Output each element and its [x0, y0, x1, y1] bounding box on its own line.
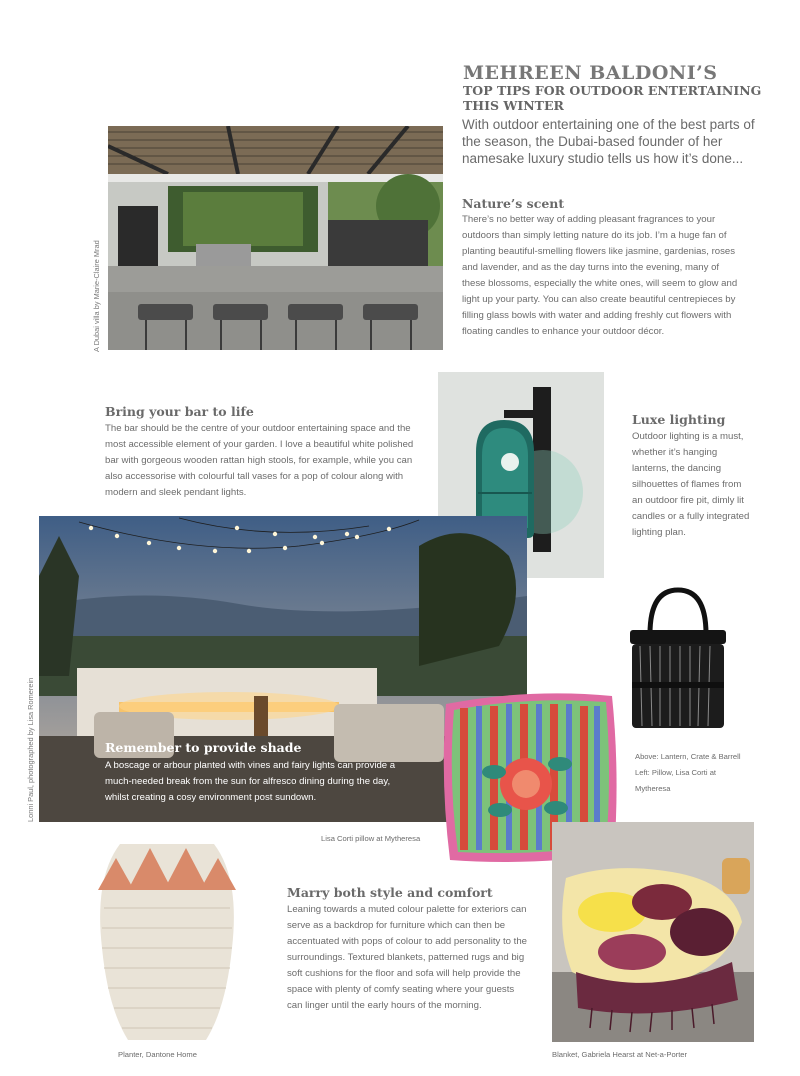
blanket-photo	[552, 822, 754, 1042]
lantern-caption: Above: Lantern, Crate & Barrell Left: Pillow, Lisa Corti at Mytheresa	[635, 752, 741, 793]
article-intro: With outdoor entertaining one of the best parts of the season, the Dubai-based founder of her namesake luxury studio tells us how it’s done...	[462, 117, 755, 166]
shade-body: A boscage or arbour planted with vines and fairy lights can provide a much-needed break from the sun for alfresco dining during the day, whilst creating a cosy environment post sundown.	[105, 760, 396, 803]
lighting-title: Luxe lighting	[632, 412, 726, 427]
natures-scent-body: There’s no better way of adding pleasant fragrances to your outdoors than simply letting nature do its job. I’m a huge fan of planting beautiful-smelling flowers like jasmine, gardenias, roses and lavender, and as the day turns into the evening, many of these blossoms, especially the white ones, will seem to glow and light up your party. You can also create beautiful centrepieces by filling glass bowls with water and adding freshly cut flowers with floating candles to enhance your outdoor décor.	[462, 214, 738, 337]
shade-title: Remember to provide shade	[105, 740, 302, 755]
style-title: Marry both style and comfort	[287, 885, 493, 900]
planter-photo	[94, 838, 240, 1042]
blanket-caption: Blanket, Gabriela Hearst at Net-a-Porter	[552, 1050, 688, 1059]
bar-title: Bring your bar to life	[105, 404, 254, 419]
pillow-caption: Lisa Corti pillow at Mytheresa	[321, 834, 421, 843]
natures-scent-title: Nature’s scent	[462, 196, 565, 211]
planter-caption: Planter, Dantone Home	[118, 1050, 197, 1059]
bar-body: The bar should be the centre of your outdoor entertaining space and the most accessible element of your garden. I love a beautiful white polished bar with gorgeous wooden rattan high stools, for example, while you can also accessorise with colourful tall vases for a pop of colour along with modern and sleek pendant lights.	[105, 423, 414, 498]
lighting-body: Outdoor lighting is a must, whether it’s hanging lanterns, the dancing silhouettes of flames from an outdoor fire pit, dimly lit candles or a fully integrated lighting plan.	[632, 431, 750, 538]
garden-caption: Lonni Paul, photographed by Lisa Romerein	[26, 677, 35, 822]
lantern-photo	[622, 584, 734, 736]
article-subtitle: TOP TIPS FOR OUTDOOR ENTERTAINING THIS WINTER	[463, 83, 762, 113]
style-body: Leaning towards a muted colour palette for exteriors can serve as a backdrop for furniture which can then be accentuated with pops of colour to add personality to the surroundings. Textured blankets, patterned rugs and big soft cushions for the floor and sofa will help provide the space with plenty of comfy seating where your guests can linger until the early hours of the morning.	[287, 904, 527, 1011]
article-title: MEHREEN BALDONI’S	[463, 62, 718, 84]
villa-photo	[108, 126, 443, 350]
villa-caption: A Dubai villa by Marie-Claire Mrad	[92, 240, 101, 352]
